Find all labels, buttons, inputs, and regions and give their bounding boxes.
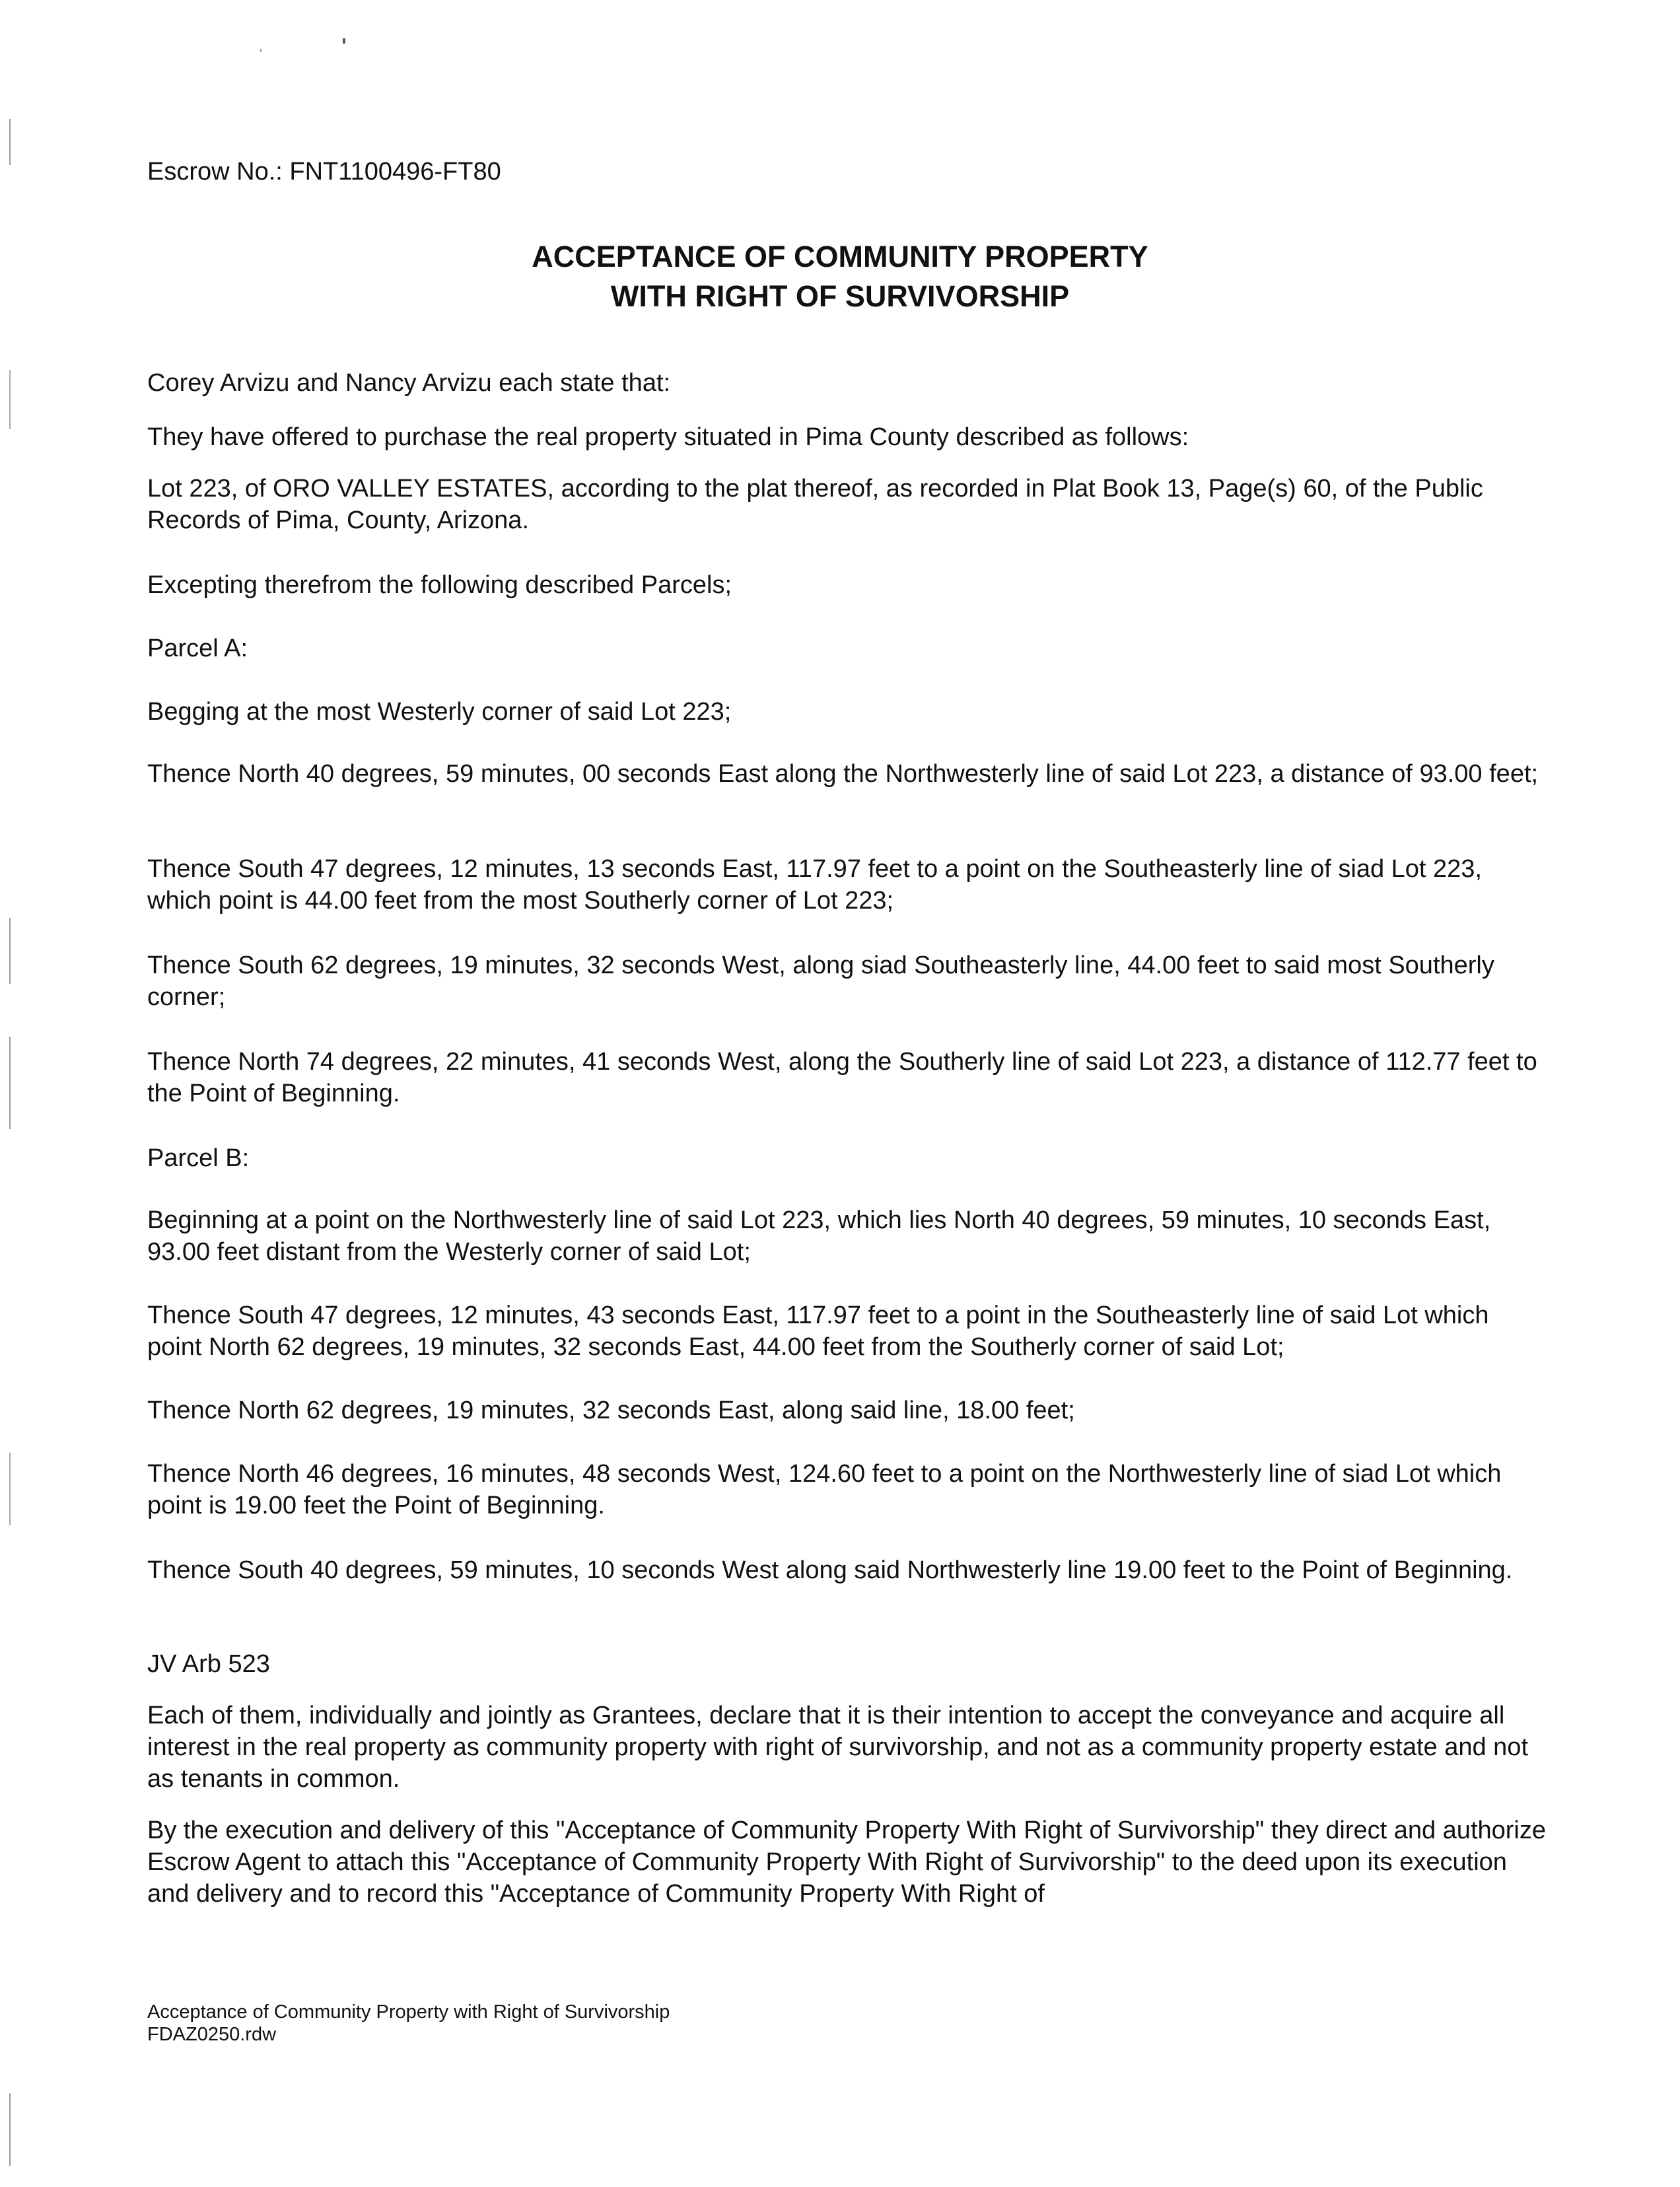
scan-edge-line xyxy=(9,2093,11,2166)
scan-dot xyxy=(343,38,345,44)
parcel-a-course-2: Thence South 47 degrees, 12 minutes, 13 seconds East, 117.97 feet to a point on the Southeasterly line of siad Lot 223, which point is 44.00 feet from the most Southerly corner of Lot 223; xyxy=(147,855,1482,915)
execution-statement: By the execution and delivery of this "Acceptance of Community Property With Right of Survivorship" they direct and authorize Escrow Agent to attach this "Acceptance of Community Property With Right of Survivorship" to the deed upon its execution and delivery and to record this "Acceptance of Community Property With Right of xyxy=(147,1817,1546,1908)
parcel-b-course-2: Thence North 62 degrees, 19 minutes, 32 seconds East, along said line, 18.00 feet; xyxy=(147,1397,1075,1424)
reference-code: JV Arb 523 xyxy=(147,1650,270,1678)
scan-edge-line xyxy=(9,370,11,429)
parcel-a-heading: Parcel A: xyxy=(147,635,248,662)
parcel-b-heading: Parcel B: xyxy=(147,1144,250,1172)
purchase-statement: They have offered to purchase the real property situated in Pima County described as follows: xyxy=(147,423,1189,451)
legal-description: Lot 223, of ORO VALLEY ESTATES, according to the plat thereof, as recorded in Plat Book 13, Page(s) 60, of the Public Records of Pima, County, Arizona. xyxy=(147,475,1483,534)
escrow-number: Escrow No.: FNT1100496-FT80 xyxy=(147,158,501,186)
document-title-line-2: WITH RIGHT OF SURVIVORSHIP xyxy=(610,279,1070,313)
parcel-b-course-4: Thence South 40 degrees, 59 minutes, 10 seconds West along said Northwesterly line 19.00 feet to the Point of Beginning. xyxy=(147,1556,1513,1584)
parcel-b-beginning: Beginning at a point on the Northwesterly line of said Lot 223, which lies North 40 degrees, 59 minutes, 10 seconds East, 93.00 feet distant from the Westerly corner of said Lot; xyxy=(147,1206,1491,1266)
grantees-statement: Corey Arvizu and Nancy Arvizu each state that: xyxy=(147,369,671,397)
footer-form-title: Acceptance of Community Property with Right of Survivorship xyxy=(147,2001,670,2023)
scan-edge-line xyxy=(9,1037,11,1129)
intention-statement: Each of them, individually and jointly as Grantees, declare that it is their intention to accept the conveyance and acquire all interest in the real property as community property with right of survivorship, and not as a community property estate and not as tenants in common. xyxy=(147,1702,1529,1793)
parcel-a-course-4: Thence North 74 degrees, 22 minutes, 41 seconds West, along the Southerly line of said Lot 223, a distance of 112.77 feet to the Point of Beginning. xyxy=(147,1048,1537,1107)
scan-dot xyxy=(260,49,262,52)
parcel-a-course-1: Thence North 40 degrees, 59 minutes, 00 seconds East along the Northwesterly line of said Lot 223, a distance of 93.00 feet; xyxy=(147,760,1539,788)
parcel-a-beginning: Begging at the most Westerly corner of said Lot 223; xyxy=(147,698,732,726)
parcel-a-course-3: Thence South 62 degrees, 19 minutes, 32 seconds West, along siad Southeasterly line, 44.00 feet to said most Southerly corner; xyxy=(147,952,1494,1011)
parcel-b-course-3: Thence North 46 degrees, 16 minutes, 48 seconds West, 124.60 feet to a point on the Northwesterly line of siad Lot which point is 19.00 feet the Point of Beginning. xyxy=(147,1460,1502,1519)
scan-edge-line xyxy=(9,1453,11,1525)
footer-form-code: FDAZ0250.rdw xyxy=(147,2024,277,2045)
excepting-clause: Excepting therefrom the following described Parcels; xyxy=(147,571,732,599)
scan-edge-line xyxy=(9,119,11,165)
parcel-b-course-1: Thence South 47 degrees, 12 minutes, 43 seconds East, 117.97 feet to a point in the Southeasterly line of said Lot which point North 62 degrees, 19 minutes, 32 seconds East, 44.00 feet from the Southerly corner of said Lot; xyxy=(147,1302,1489,1361)
scan-edge-line xyxy=(9,918,11,984)
document-title-line-1: ACCEPTANCE OF COMMUNITY PROPERTY xyxy=(532,240,1148,273)
